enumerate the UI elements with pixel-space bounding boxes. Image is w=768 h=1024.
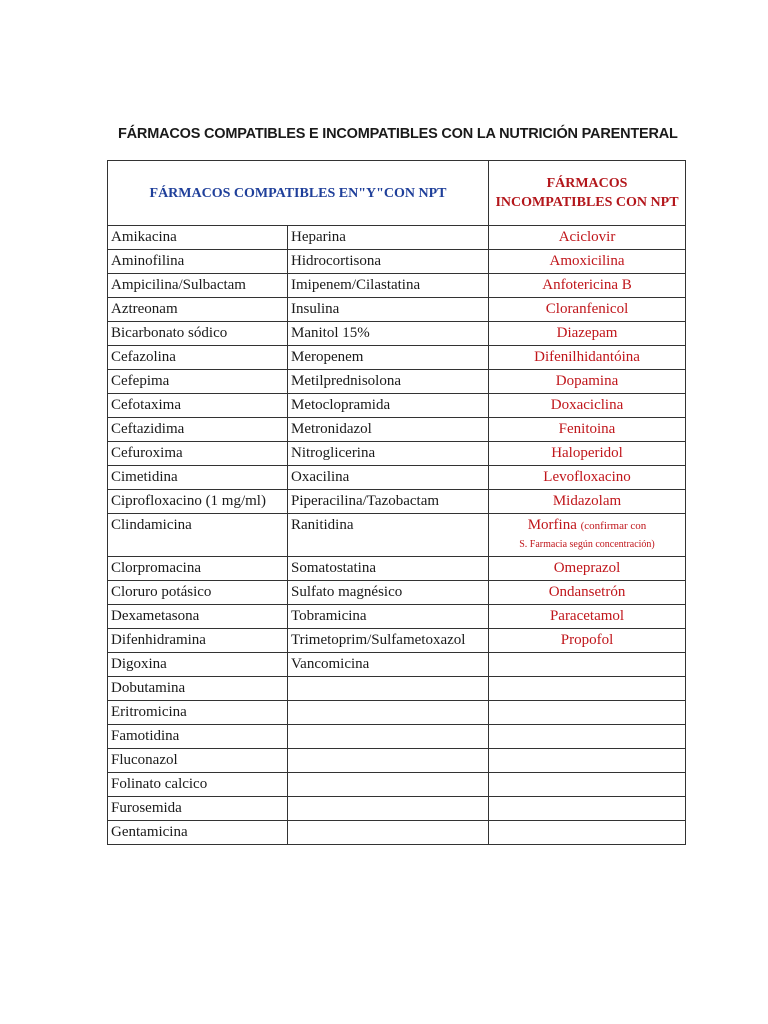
drug-name: Cefuroxima — [111, 445, 183, 461]
compatible-drug-cell-col2 — [288, 701, 489, 725]
compatible-drug-cell-col1 — [108, 250, 288, 274]
compatible-drug-cell-col2 — [288, 346, 489, 370]
drug-name: Gentamicina — [111, 824, 188, 840]
compatible-drug-cell-col2 — [288, 677, 489, 701]
incompatible-drug-cell — [489, 226, 686, 250]
drug-name: Aciclovir — [558, 229, 616, 245]
table-row — [108, 653, 686, 677]
drug-name: Tobramicina — [291, 608, 367, 624]
compatible-header: FÁRMACOS COMPATIBLES EN"Y"CON NPT — [108, 161, 489, 226]
compatible-drug-cell-col1 — [108, 557, 288, 581]
table-row — [108, 677, 686, 701]
table-row — [108, 514, 686, 557]
compatible-drug-cell-col1 — [108, 725, 288, 749]
incompatible-drug-cell — [489, 725, 686, 749]
compatible-drug-cell-col1 — [108, 322, 288, 346]
compatible-drug-cell-col2 — [288, 490, 489, 514]
incompatible-drug-cell — [489, 653, 686, 677]
drug-name: Dexametasona — [111, 608, 200, 624]
compatible-drug-cell-col2 — [288, 605, 489, 629]
drug-name: Hidrocortisona — [291, 253, 381, 269]
compatible-drug-cell-col2 — [288, 629, 489, 653]
drug-name: Famotidina — [111, 728, 180, 744]
morfina-note-part1: (confirmar con — [580, 520, 647, 532]
drug-name: Trimetoprim/Sulfametoxazol — [291, 632, 466, 648]
table-row — [108, 725, 686, 749]
drug-name: Anfotericina B — [542, 277, 632, 293]
drug-name: Fenitoina — [558, 421, 616, 437]
compatible-drug-cell-col1 — [108, 298, 288, 322]
drug-name: Insulina — [291, 301, 340, 317]
incompatible-drug-cell — [489, 677, 686, 701]
drug-name: Doxaciclina — [550, 397, 624, 413]
compatible-drug-cell-col2 — [288, 797, 489, 821]
table-row — [108, 298, 686, 322]
incompatible-drug-cell — [489, 821, 686, 845]
drug-name: Sulfato magnésico — [291, 584, 403, 600]
drug-name: Ampicilina/Sulbactam — [111, 277, 246, 293]
drug-name: Folinato calcico — [111, 776, 208, 792]
incompatible-drug-cell — [489, 442, 686, 466]
drug-name: Heparina — [291, 229, 346, 245]
table-row — [108, 466, 686, 490]
incompatible-drug-cell — [489, 274, 686, 298]
table-row — [108, 346, 686, 370]
drug-name: Imipenem/Cilastatina — [291, 277, 421, 293]
compatible-drug-cell-col2 — [288, 298, 489, 322]
compatible-drug-cell-col1 — [108, 773, 288, 797]
table-row — [108, 442, 686, 466]
drug-name: Bicarbonato sódico — [111, 325, 228, 341]
incompatible-drug-cell — [489, 346, 686, 370]
table-row — [108, 629, 686, 653]
drug-name: Eritromicina — [111, 704, 187, 720]
compatible-drug-cell-col1 — [108, 442, 288, 466]
compatible-drug-cell-col1 — [108, 514, 288, 557]
drug-name: Dobutamina — [111, 680, 186, 696]
drug-name: Dopamina — [555, 373, 619, 389]
document-title: FÁRMACOS COMPATIBLES E INCOMPATIBLES CON LA NUTRICIÓN PARENTERAL — [118, 126, 678, 142]
drug-name: Ceftazidima — [111, 421, 185, 437]
table-row — [108, 370, 686, 394]
drug-name: Aminofilina — [111, 253, 185, 269]
drug-name: Cefepima — [111, 373, 170, 389]
drug-name: Meropenem — [291, 349, 364, 365]
table-row — [108, 250, 686, 274]
drug-name: Diazepam — [556, 325, 618, 341]
incompatible-drug-cell — [489, 418, 686, 442]
drug-name: Amikacina — [111, 229, 177, 245]
incompatible-drug-cell — [489, 490, 686, 514]
compatible-drug-cell-col2 — [288, 418, 489, 442]
table-row — [108, 418, 686, 442]
incompatible-drug-cell — [489, 629, 686, 653]
incompatible-header: FÁRMACOS INCOMPATIBLES CON NPT — [489, 161, 686, 226]
compatible-drug-cell-col2 — [288, 442, 489, 466]
incompatible-drug-cell — [489, 581, 686, 605]
compatible-drug-cell-col1 — [108, 274, 288, 298]
drug-name: Oxacilina — [291, 469, 350, 485]
drug-name: Fluconazol — [111, 752, 178, 768]
compatible-drug-cell-col1 — [108, 226, 288, 250]
drug-name: Midazolam — [552, 493, 622, 509]
compatible-drug-cell-col1 — [108, 490, 288, 514]
drug-name: Metoclopramida — [291, 397, 391, 413]
drug-name: Manitol 15% — [291, 325, 370, 341]
compatible-drug-cell-col1 — [108, 653, 288, 677]
compatible-drug-cell-col2 — [288, 226, 489, 250]
table-row — [108, 226, 686, 250]
drug-name: Cefotaxima — [111, 397, 181, 413]
drug-name: Aztreonam — [111, 301, 178, 317]
incompatible-drug-cell — [489, 773, 686, 797]
table-row — [108, 490, 686, 514]
table-row — [108, 557, 686, 581]
drug-name: Amoxicilina — [549, 253, 625, 269]
drug-name: Morfina — [527, 517, 577, 533]
drug-compatibility-table — [107, 160, 686, 845]
table-row — [108, 821, 686, 845]
incompatible-drug-cell — [489, 701, 686, 725]
table-row — [108, 773, 686, 797]
table-row — [108, 394, 686, 418]
compatible-drug-cell-col2 — [288, 394, 489, 418]
drug-name: Ondansetrón — [548, 584, 626, 600]
compatible-drug-cell-col2 — [288, 725, 489, 749]
drug-name: Clindamicina — [111, 517, 192, 533]
drug-name: Levofloxacino — [543, 469, 631, 485]
incompatible-drug-cell — [489, 514, 686, 557]
compatible-drug-cell-col1 — [108, 418, 288, 442]
drug-name: Metilprednisolona — [291, 373, 401, 389]
drug-name: Piperacilina/Tazobactam — [291, 493, 440, 509]
incompatible-drug-cell — [489, 370, 686, 394]
incompatible-drug-cell — [489, 250, 686, 274]
compatible-drug-cell-col2 — [288, 749, 489, 773]
drug-name: Propofol — [560, 632, 614, 648]
compatible-drug-cell-col2 — [288, 821, 489, 845]
table-row — [108, 322, 686, 346]
drug-name: Difenilhidantóina — [534, 349, 640, 365]
compatible-drug-cell-col2 — [288, 653, 489, 677]
drug-name: Omeprazol — [553, 560, 621, 576]
morfina-note-part2: S. Farmacia según concentración) — [519, 539, 655, 550]
table-row — [108, 605, 686, 629]
incompatible-drug-cell — [489, 394, 686, 418]
drug-name: Somatostatina — [291, 560, 376, 576]
footnote-scan-artifact — [107, 884, 685, 888]
drug-name: Ciprofloxacino (1 mg/ml) — [111, 493, 266, 509]
drug-name: Furosemida — [111, 800, 182, 816]
drug-name: Paracetamol — [549, 608, 625, 624]
drug-name: Nitroglicerina — [291, 445, 376, 461]
compatible-drug-cell-col1 — [108, 629, 288, 653]
compatible-drug-cell-col2 — [288, 514, 489, 557]
drug-name: Digoxina — [111, 656, 167, 672]
table-row — [108, 701, 686, 725]
incompatible-drug-cell — [489, 298, 686, 322]
compatible-drug-cell-col1 — [108, 466, 288, 490]
compatible-drug-cell-col1 — [108, 605, 288, 629]
compatible-drug-cell-col2 — [288, 250, 489, 274]
drug-name: Vancomicina — [291, 656, 370, 672]
table-header-row — [108, 161, 686, 226]
compatible-drug-cell-col1 — [108, 677, 288, 701]
compatible-drug-cell-col1 — [108, 821, 288, 845]
incompatible-drug-cell — [489, 605, 686, 629]
compatible-drug-cell-col1 — [108, 797, 288, 821]
table-row — [108, 274, 686, 298]
compatible-drug-cell-col2 — [288, 581, 489, 605]
compatible-drug-cell-col2 — [288, 322, 489, 346]
drug-name: Ranitidina — [291, 517, 354, 533]
drug-name: Difenhidramina — [111, 632, 206, 648]
drug-name: Cloruro potásico — [111, 584, 212, 600]
drug-name: Cefazolina — [111, 349, 176, 365]
compatible-drug-cell-col1 — [108, 394, 288, 418]
incompatible-drug-cell — [489, 322, 686, 346]
incompatible-drug-cell — [489, 797, 686, 821]
compatible-drug-cell-col2 — [288, 466, 489, 490]
incompatible-drug-cell — [489, 749, 686, 773]
drug-name: Clorpromacina — [111, 560, 201, 576]
compatible-drug-cell-col1 — [108, 749, 288, 773]
table-row — [108, 749, 686, 773]
compatible-drug-cell-col1 — [108, 346, 288, 370]
compatible-drug-cell-col2 — [288, 773, 489, 797]
compatible-drug-cell-col2 — [288, 370, 489, 394]
compatible-drug-cell-col2 — [288, 274, 489, 298]
table-row — [108, 797, 686, 821]
drug-name: Cloranfenicol — [545, 301, 629, 317]
drug-name: Metronidazol — [291, 421, 372, 437]
compatible-drug-cell-col1 — [108, 370, 288, 394]
compatible-drug-cell-col2 — [288, 557, 489, 581]
incompatible-drug-cell — [489, 466, 686, 490]
drug-name: Cimetidina — [111, 469, 178, 485]
compatible-drug-cell-col1 — [108, 581, 288, 605]
table-row — [108, 581, 686, 605]
drug-name: Haloperidol — [551, 445, 623, 461]
compatible-drug-cell-col1 — [108, 701, 288, 725]
incompatible-drug-cell — [489, 557, 686, 581]
